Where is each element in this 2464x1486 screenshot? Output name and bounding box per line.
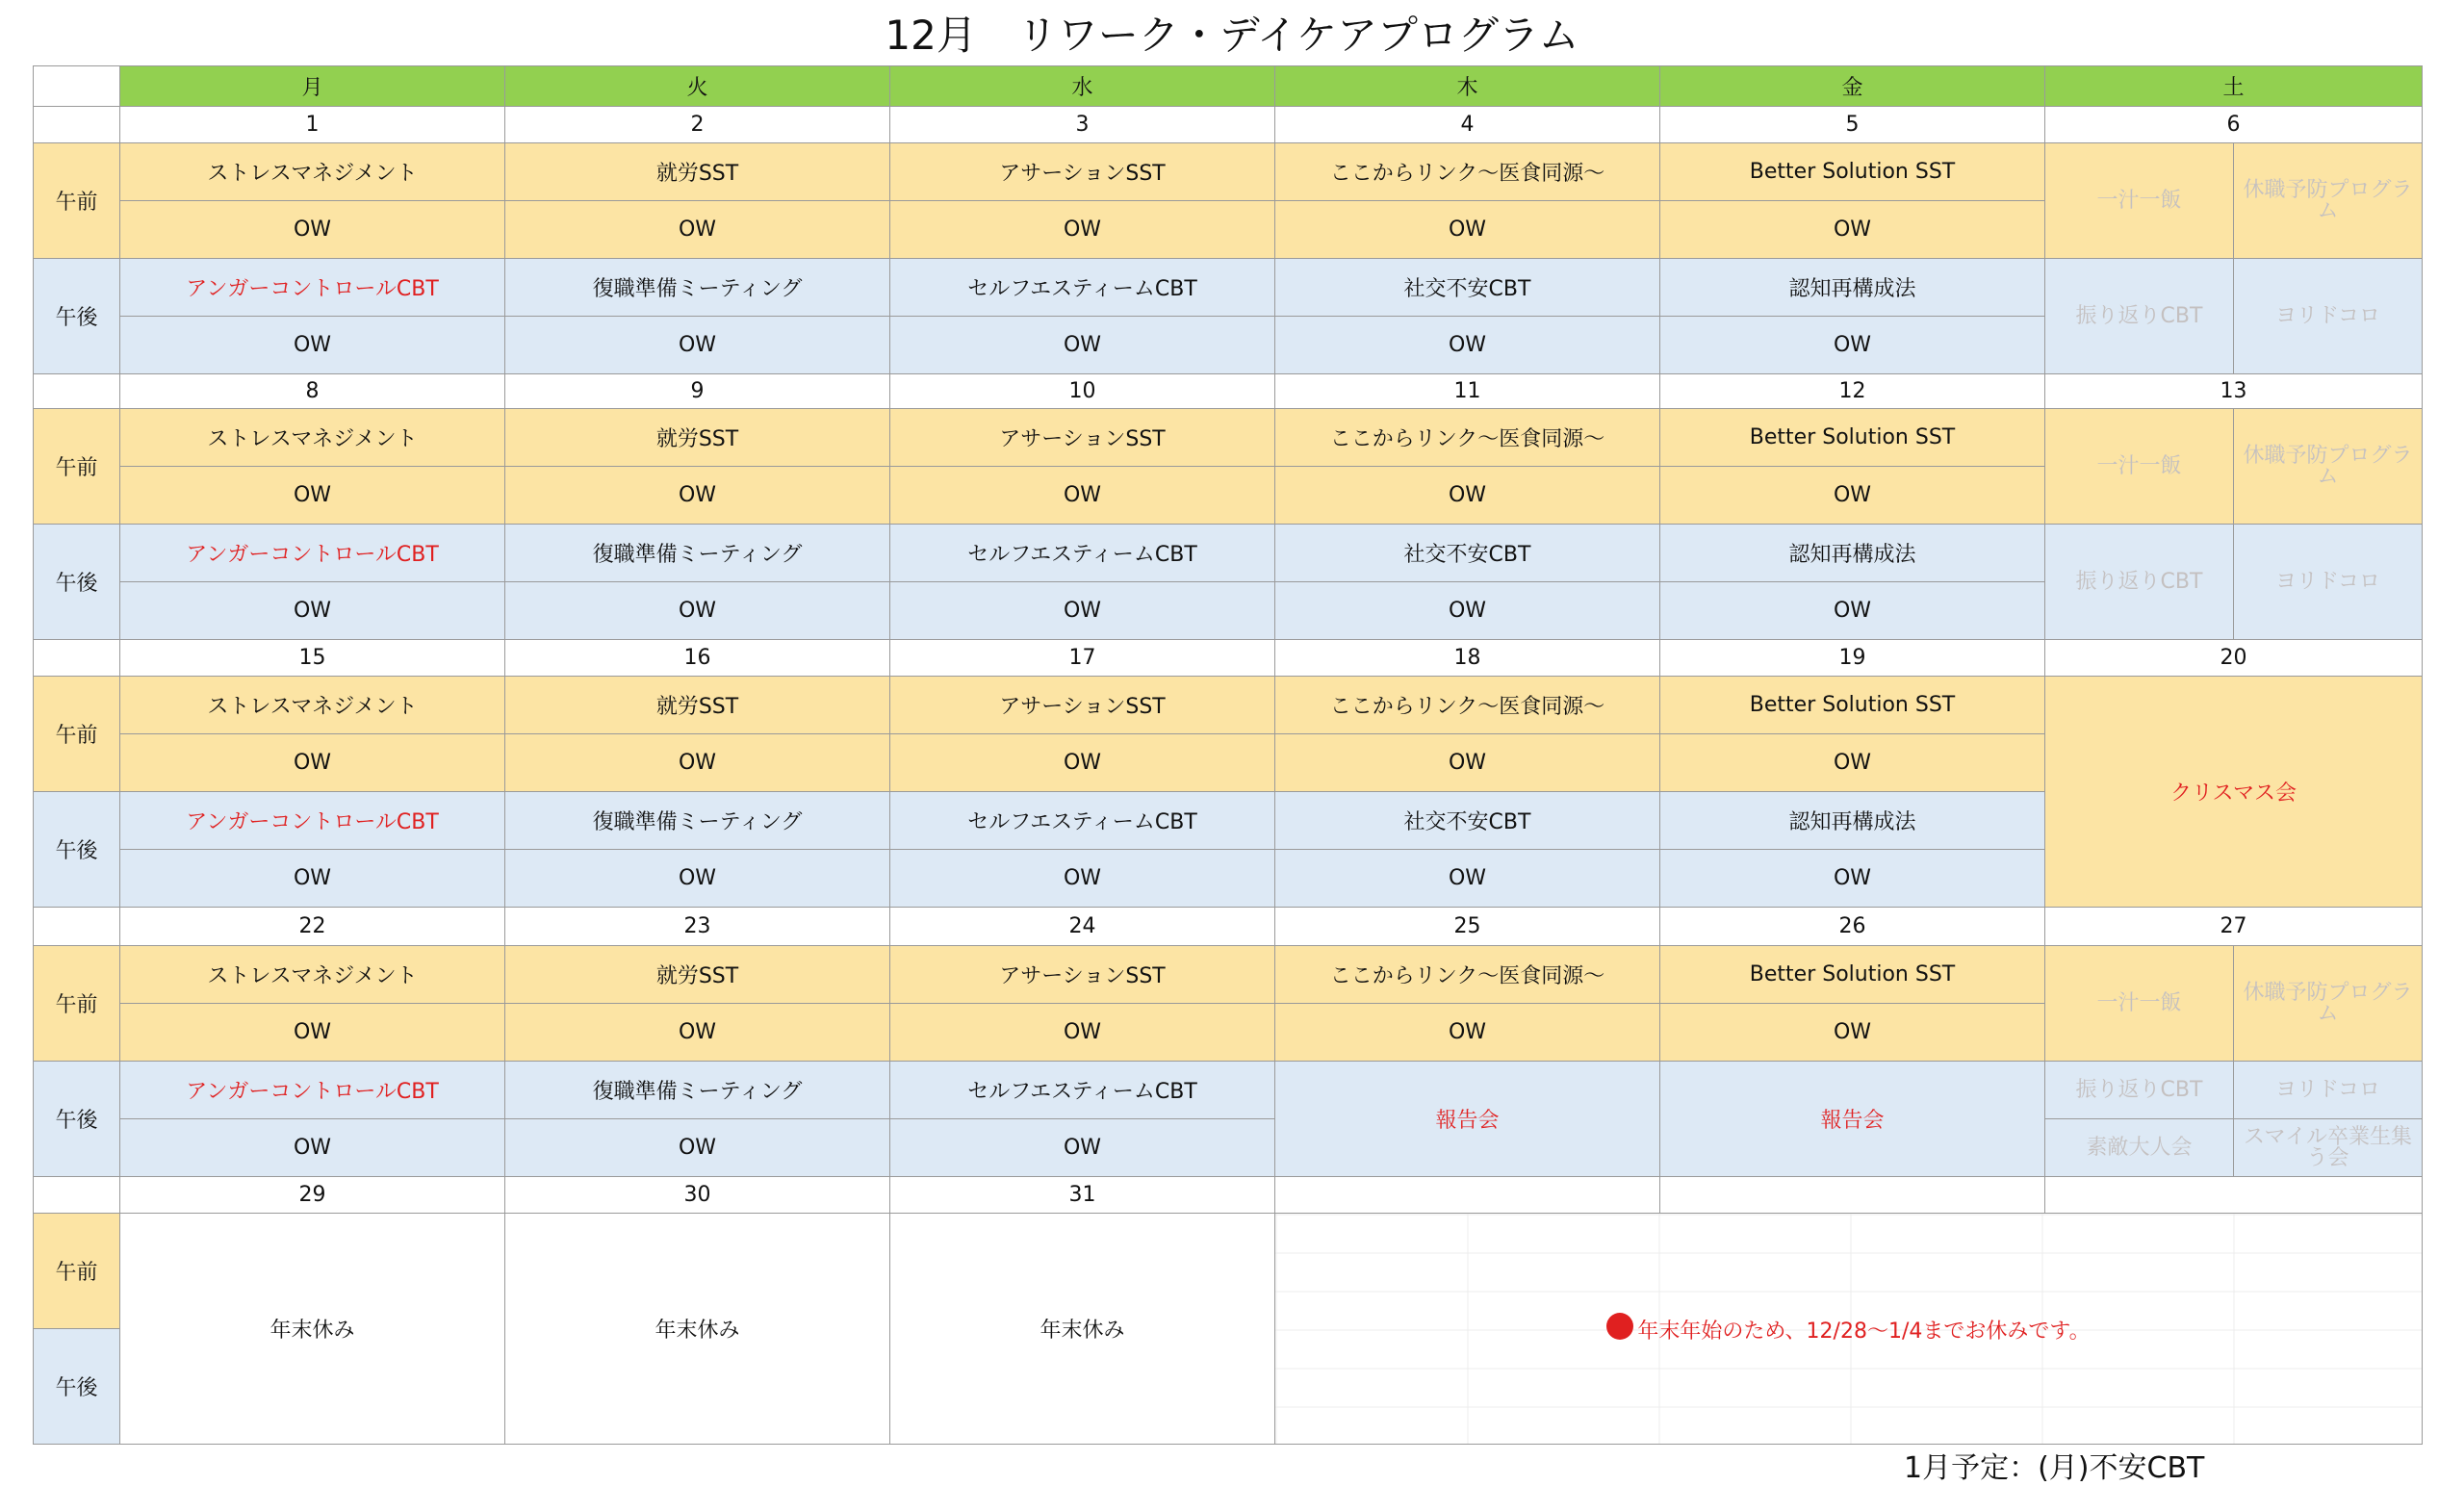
date-cell: 23 (505, 908, 890, 946)
program-cell: ここからリンク～医食同源～ (1275, 143, 1660, 201)
ow-cell: OW (120, 317, 505, 374)
day-header-fri: 金 (1660, 66, 2045, 107)
ow-cell: OW (505, 201, 890, 259)
program-cell: Better Solution SST (1660, 946, 2045, 1004)
schedule-table (33, 65, 2423, 1445)
weekday-header-row (34, 66, 2423, 107)
program-cell: 就労SST (505, 946, 890, 1004)
date-row (34, 640, 2423, 677)
saturday-program: 振り返りCBT (2045, 1062, 2234, 1119)
program-cell: セルフエスティームCBT (890, 792, 1275, 850)
program-cell: 認知再構成法 (1660, 259, 2045, 317)
ow-cell: OW (505, 582, 890, 640)
ow-cell: OW (1275, 467, 1660, 525)
date-cell: 18 (1275, 640, 1660, 677)
date-cell: 1 (120, 107, 505, 143)
date-cell: 20 (2045, 640, 2423, 677)
ow-cell: OW (1275, 850, 1660, 908)
saturday-program: 一汁一飯 (2045, 409, 2234, 525)
day-header-sat: 土 (2045, 66, 2423, 107)
saturday-program: ヨリドコロ (2234, 525, 2423, 640)
program-cell: ここからリンク～医食同源～ (1275, 946, 1660, 1004)
program-cell: Better Solution SST (1660, 677, 2045, 734)
am-label: 午前 (34, 409, 120, 525)
date-cell (1275, 1177, 1660, 1214)
date-cell (1660, 1177, 2045, 1214)
ow-cell: OW (505, 1119, 890, 1177)
ow-cell: OW (120, 1004, 505, 1062)
date-cell: 10 (890, 374, 1275, 409)
saturday-program: 休職予防プログラム (2234, 409, 2423, 525)
ow-cell: OW (1660, 850, 2045, 908)
ow-cell: OW (1660, 582, 2045, 640)
saturday-program: 休職予防プログラム (2234, 946, 2423, 1062)
ow-cell: OW (1660, 467, 2045, 525)
date-cell: 15 (120, 640, 505, 677)
pm-label: 午後 (34, 1329, 120, 1445)
saturday-program: 一汁一飯 (2045, 946, 2234, 1062)
ow-cell: OW (120, 734, 505, 792)
program-cell: 就労SST (505, 677, 890, 734)
pm-label: 午後 (34, 792, 120, 908)
date-spacer (34, 908, 120, 946)
program-cell: アサーションSST (890, 143, 1275, 201)
am-label: 午前 (34, 677, 120, 792)
ow-cell: OW (120, 582, 505, 640)
program-cell: 社交不安CBT (1275, 525, 1660, 582)
date-cell: 19 (1660, 640, 2045, 677)
date-row (34, 374, 2423, 409)
am-row (34, 143, 2423, 201)
ow-cell: OW (1275, 201, 1660, 259)
program-cell: 認知再構成法 (1660, 525, 2045, 582)
date-cell: 8 (120, 374, 505, 409)
program-cell: セルフエスティームCBT (890, 1062, 1275, 1119)
pm-row (34, 1062, 2423, 1119)
program-cell: ここからリンク～医食同源～ (1275, 409, 1660, 467)
year-end-holiday: 年末休み (120, 1214, 505, 1445)
am-label: 午前 (34, 946, 120, 1062)
program-cell: アンガーコントロールCBT (120, 792, 505, 850)
program-cell: アサーションSST (890, 409, 1275, 467)
ow-cell: OW (890, 1004, 1275, 1062)
program-cell: 就労SST (505, 143, 890, 201)
program-cell: ここからリンク～医食同源～ (1275, 677, 1660, 734)
ow-cell: OW (1275, 582, 1660, 640)
am-row (34, 677, 2423, 734)
saturday-program: 一汁一飯 (2045, 143, 2234, 259)
date-spacer (34, 640, 120, 677)
program-cell: アンガーコントロールCBT (120, 259, 505, 317)
am-label: 午前 (34, 143, 120, 259)
ow-cell: OW (1660, 1004, 2045, 1062)
date-cell: 3 (890, 107, 1275, 143)
pm-label: 午後 (34, 1062, 120, 1177)
program-cell: ストレスマネジメント (120, 677, 505, 734)
program-cell: 復職準備ミーティング (505, 259, 890, 317)
holiday-notice-text: 年末年始のため、12/28～1/4までお休みです。 (1637, 1319, 2091, 1344)
date-cell: 4 (1275, 107, 1660, 143)
ow-cell: OW (1660, 201, 2045, 259)
bullet-icon (1606, 1313, 1633, 1340)
date-cell: 24 (890, 908, 1275, 946)
christmas-event: クリスマス会 (2045, 677, 2423, 908)
ow-cell: OW (890, 582, 1275, 640)
program-cell: セルフエスティームCBT (890, 259, 1275, 317)
date-row (34, 1177, 2423, 1214)
program-cell: アンガーコントロールCBT (120, 1062, 505, 1119)
report-meeting-cell: 報告会 (1275, 1062, 1660, 1177)
am-row (34, 946, 2423, 1004)
page-title: 12月 リワーク・デイケアプログラム (885, 12, 1579, 59)
ow-cell: OW (120, 201, 505, 259)
date-cell: 22 (120, 908, 505, 946)
ow-cell: OW (120, 1119, 505, 1177)
ow-cell: OW (890, 201, 1275, 259)
date-cell: 17 (890, 640, 1275, 677)
program-cell: 復職準備ミーティング (505, 792, 890, 850)
date-spacer (34, 374, 120, 409)
saturday-program: 休職予防プログラム (2234, 143, 2423, 259)
pm-label: 午後 (34, 259, 120, 374)
date-cell: 13 (2045, 374, 2423, 409)
date-cell (2045, 1177, 2423, 1214)
ow-cell: OW (1660, 734, 2045, 792)
pm-label: 午後 (34, 525, 120, 640)
ow-cell: OW (1275, 317, 1660, 374)
pm-row (34, 259, 2423, 317)
ow-cell: OW (1275, 1004, 1660, 1062)
report-meeting-cell: 報告会 (1660, 1062, 2045, 1177)
ow-cell: OW (505, 317, 890, 374)
date-spacer (34, 107, 120, 143)
date-cell: 12 (1660, 374, 2045, 409)
next-month-note: 1月予定：(月)不安CBT (1904, 1451, 2205, 1485)
ow-cell: OW (890, 734, 1275, 792)
saturday-program: スマイル卒業生集う会 (2234, 1119, 2423, 1177)
pm-ow-row (34, 1119, 2423, 1177)
year-end-holiday: 年末休み (890, 1214, 1275, 1445)
date-row (34, 908, 2423, 946)
date-cell: 31 (890, 1177, 1275, 1214)
ow-cell: OW (1660, 317, 2045, 374)
program-cell: 社交不安CBT (1275, 259, 1660, 317)
pm-row (34, 525, 2423, 582)
am-label: 午前 (34, 1214, 120, 1329)
ow-cell: OW (1275, 734, 1660, 792)
ow-cell: OW (505, 1004, 890, 1062)
program-cell: 復職準備ミーティング (505, 525, 890, 582)
saturday-program: ヨリドコロ (2234, 1062, 2423, 1119)
ow-cell: OW (505, 734, 890, 792)
corner-cell (34, 66, 120, 107)
program-cell: Better Solution SST (1660, 143, 2045, 201)
day-header-thu: 木 (1275, 66, 1660, 107)
date-cell: 30 (505, 1177, 890, 1214)
program-cell: アサーションSST (890, 677, 1275, 734)
program-cell: アンガーコントロールCBT (120, 525, 505, 582)
ow-cell: OW (890, 317, 1275, 374)
day-header-wed: 水 (890, 66, 1275, 107)
program-cell: 就労SST (505, 409, 890, 467)
date-cell: 5 (1660, 107, 2045, 143)
date-cell: 9 (505, 374, 890, 409)
date-cell: 6 (2045, 107, 2423, 143)
date-cell: 16 (505, 640, 890, 677)
saturday-program: 素敵大人会 (2045, 1119, 2234, 1177)
date-row (34, 107, 2423, 143)
date-cell: 26 (1660, 908, 2045, 946)
program-cell: 社交不安CBT (1275, 792, 1660, 850)
date-cell: 29 (120, 1177, 505, 1214)
ow-cell: OW (505, 467, 890, 525)
am-row (34, 409, 2423, 467)
ow-cell: OW (505, 850, 890, 908)
holiday-notice (1275, 1214, 2423, 1445)
program-cell: ストレスマネジメント (120, 946, 505, 1004)
date-cell: 25 (1275, 908, 1660, 946)
date-cell: 11 (1275, 374, 1660, 409)
program-cell: ストレスマネジメント (120, 143, 505, 201)
ow-cell: OW (120, 850, 505, 908)
program-cell: アサーションSST (890, 946, 1275, 1004)
date-cell: 2 (505, 107, 890, 143)
date-spacer (34, 1177, 120, 1214)
program-cell: 認知再構成法 (1660, 792, 2045, 850)
saturday-program: 振り返りCBT (2045, 259, 2234, 374)
program-cell: セルフエスティームCBT (890, 525, 1275, 582)
ow-cell: OW (890, 1119, 1275, 1177)
am-row (34, 1214, 2423, 1329)
ow-cell: OW (890, 850, 1275, 908)
ow-cell: OW (890, 467, 1275, 525)
day-header-tue: 火 (505, 66, 890, 107)
saturday-program: ヨリドコロ (2234, 259, 2423, 374)
saturday-program: 振り返りCBT (2045, 525, 2234, 640)
date-cell: 27 (2045, 908, 2423, 946)
program-cell: 復職準備ミーティング (505, 1062, 890, 1119)
year-end-holiday: 年末休み (505, 1214, 890, 1445)
program-cell: ストレスマネジメント (120, 409, 505, 467)
program-cell: Better Solution SST (1660, 409, 2045, 467)
day-header-mon: 月 (120, 66, 505, 107)
ow-cell: OW (120, 467, 505, 525)
